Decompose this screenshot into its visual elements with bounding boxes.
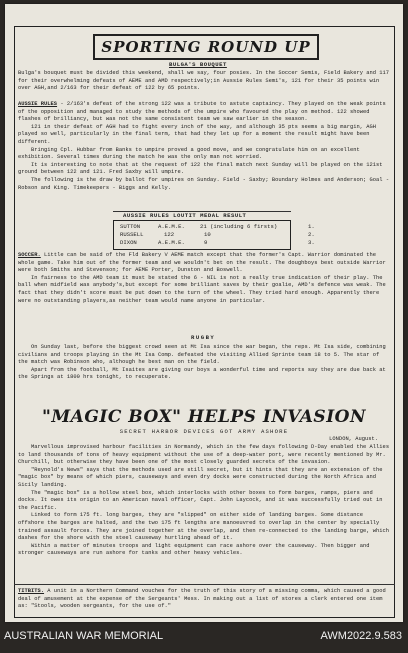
feature-subheadline: SECRET HARBOR DEVICES GOT ARMY ASHORE bbox=[119, 428, 289, 435]
medal-unit: 122 bbox=[164, 231, 175, 238]
medal-name: DIXON bbox=[120, 239, 137, 246]
medal-table-heading: AUSSIE RULES LOUTIT MEDAL RESULT bbox=[123, 212, 247, 219]
medal-votes: 21 (including 6 firsts) bbox=[200, 223, 278, 230]
soccer-section bbox=[18, 252, 390, 305]
medal-votes: 9 bbox=[204, 239, 208, 246]
feature-dateline: LONDON, August. bbox=[329, 436, 378, 442]
medal-votes: 10 bbox=[204, 231, 211, 238]
feature-headline: "MAGIC BOX" HELPS INVASION bbox=[41, 407, 367, 427]
titbits-section bbox=[18, 588, 390, 611]
bulgas-bouquet-heading: BULGA'S BOUQUET bbox=[169, 61, 227, 68]
medal-unit: A.E.M.E. bbox=[158, 223, 185, 230]
page-title: SPORTING ROUND UP bbox=[93, 34, 319, 60]
soccer-heading: SOCCER. bbox=[18, 252, 41, 258]
aussie-rules-text: - 2/163's defeat of the strong 122 was a tribute to astute captaincy. They played on the weak points of the opposition and managed to study the methods of the umpire who favoured the play on method. 122 showed flashes of brilliancy, but was not the same consistent team we saw earlier in the season. 121 in their defeat of AGH had to fight every inch of the way, and although 35 pts seems a big margin, AGH played so well, particularly in the final term, that had they let up for a moment the result might have been different. Bringing Cpl. Hubbar from Banks to umpire proved a good move, and we congratulate him on an excellent exhibition. Several times during the match he was the only man not worried. It is interesting to note that at the request of 122 the final match next Sunday will be played on the 121st ground between 122 and 121. Fred Saxby will umpire. The following is the draw by ballot for umpires on Sunday. Field - Saxby; Boundary Holmes and Anderson; Goal - Robson and King. Timekeepers - Biggs and Kelly. bbox=[18, 101, 390, 191]
aussie-rules-heading: AUSSIE RULES bbox=[18, 101, 58, 107]
aussie-rules-section bbox=[18, 101, 390, 192]
titbits-text: A unit in a Northern Command vouches for the truth of this story of a missing comma, which caused a good deal of amusement at the expense of the Sergeants' Mess. In making out a list of stores a clerk entered one item as: "Stools, wooden sergeants, for the use of." bbox=[18, 588, 390, 610]
archive-reference: AWM2022.9.583 bbox=[320, 630, 402, 642]
rugby-heading: RUGBY bbox=[191, 334, 216, 341]
document-sheet bbox=[5, 4, 403, 622]
medal-table bbox=[113, 220, 315, 250]
soccer-text: Little can be said of the Fld Bakery V AEME match except that the former's Capt. Warrior dominated the whole game. Take him out of the former team and we wouldn't bet on the result. The doughboys best outside Warrior were both Smiths and Stevenson; for AEME Porter, Dunston and Boswell. In fairness to the AMD team it must be stated the 6 - NIL is not a really true indication of their play. The ball when midfield was anybody's,but except for some brilliant saves by their goalie, AMD's defence was weak. The fact that they didn't score must be put down to the turn of the wheel. They tried hard enough. Apparently there were no outstanding players,as neither team would name anyone in particular. bbox=[18, 252, 386, 304]
section-divider bbox=[14, 584, 395, 585]
medal-place: 1. bbox=[308, 223, 315, 230]
titbits-heading: TITBITS. bbox=[18, 588, 45, 594]
feature-text: Marvellous improvised harbour facilities in Normandy, which in the few days following D-Day enabled the Allies to land thousands of tons of heavy equipment without the use of a deep-water port, were recently mentioned by Mr. Churchill, but otherwise they have been one of the most closely guarded secrets of the invasion. "Reynold's News" says that the methods used are still secret, but it hints that they are an extension of the "magic box" by means of which piers, causeways and even dry docks were constructed during the North Africa and Sicily landing. The "magic box" is a hollow steel box, which interlocks with other boxes to form barges, ramps, piers and docks. It owes its origin to an American naval officer, Capt. John Laycock, and it was successfully tried out in the Pacific. Linked to form 175 ft. long barges, they are "slipped" on either side of landing barges. Some distance offshore the barges are halted, and the two 175 ft lengths are manoeuvred to overlap in the center by specially trained assault forces. They are joined together at the overlap, and then re-connected to the landing barge, which dashes for the shore with the steel causeway hurtling ahead of it. Within a matter of minutes troops and light equipment can race ashore over the causeway. Then bigger and stronger causeways are run ashore for tanks and other heavy vehicles. bbox=[18, 444, 390, 557]
rugby-text: On Sunday last, before the biggest crowd seen at Mt Isa since the war began, the reps. Mt Isa side, combining civilians and troops playing in the Mt Isa Comp. defeated the visiting Allied Sprinte team 18 to 5. The star of the match was Robinson who, although he best man on the field. Apart from the football, Mt Isaites are giving our boys a wonderful time and reports say they are due back at the Springs at 1800 hrs tonight, to recuperate. bbox=[18, 344, 386, 381]
medal-place: 3. bbox=[308, 239, 315, 246]
medal-unit: A.E.M.E. bbox=[158, 239, 185, 246]
medal-name: RUSSELL bbox=[120, 231, 144, 238]
bulgas-bouquet-text: Bulga's bouquet must be divided this weekend, shall we say, four posies. In the Soccer Semis, Field Bakery and 117 for their overwhelming defeats of AEME and AMD respectively;in Aussie Rules Semi's, 121 for their 35 points win over AGH,and 2/163 for their defeat of 122 by 65 points. bbox=[18, 70, 393, 92]
medal-name: SUTTON bbox=[120, 223, 141, 230]
medal-place: 2. bbox=[308, 231, 315, 238]
archive-caption: AUSTRALIAN WAR MEMORIAL bbox=[4, 630, 164, 642]
